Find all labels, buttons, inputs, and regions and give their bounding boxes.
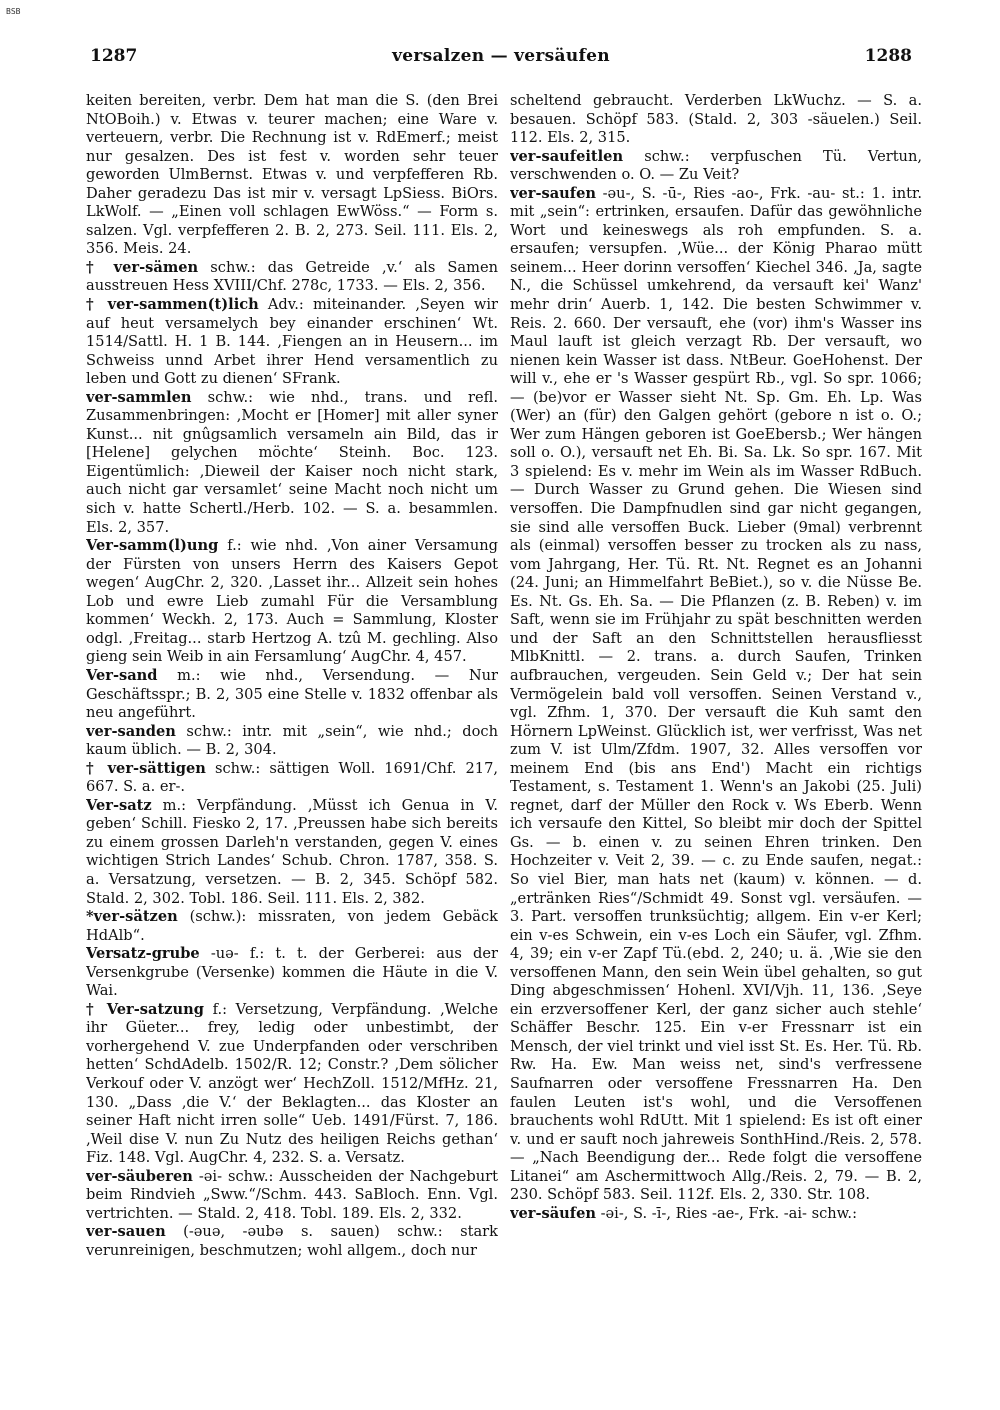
entry-headword: ver-saufen	[510, 184, 596, 202]
entry-text: keiten bereiten, verbr. Dem hat man die S. (den Brei NtOBoih.) v. Etwas v. teurer machen; eine Ware v. verteuern, verbr. Die Rechnung ist v. RdEmerf.; meist nur gesalzen. Des ist fest v. worden sehr teuer geworden UlmBernst. Etwas v. und verpfefferen Rb. Daher geradezu Das ist mir v. versagt LpSiess. BiOrs. LkWolf. — „Einen voll schlagen EwWöss.“ — Form s. salzen. Vgl. verpfefferen 2. B. 2, 273. Seil. 111. Els. 2, 356. Meis. 24.	[86, 92, 498, 258]
entry-headword: † ver-sämen	[86, 258, 199, 276]
dictionary-entry	[510, 92, 922, 148]
entry-headword: ver-sammlen	[86, 388, 192, 406]
dictionary-entry	[86, 296, 498, 389]
entry-headword: ver-saufeitlen	[510, 147, 624, 165]
entry-headword: *ver-sätzen	[86, 908, 178, 926]
dictionary-entry	[510, 148, 922, 185]
entry-headword: ver-sanden	[86, 722, 176, 740]
dictionary-entry	[86, 537, 498, 667]
entry-headword: Ver-samm(l)ung	[86, 537, 219, 555]
entry-text: scheltend gebraucht. Verderben LkWuchz. — S. a. besauen. Schöpf 583. (Stald. 2, 303 -säuelen.) Seil. 112. Els. 2, 315.	[510, 92, 922, 147]
entry-text: schw.: wie nhd., trans. und refl. Zusammenbringen: ‚Mocht er [Homer] mit aller syner Kunst... nit gnûgsamlich versameln ain Bild, das ir [Helene] gelychen möchte‘ Steinh. Boc. 123. Eigentümlich: ‚Dieweil der Kaiser noch nicht stark, auch nicht gar versamlet‘ seine Macht noch nicht um sich v. hatte Schertl./Herb. 102. — S. a. besammlen. Els. 2, 357.	[86, 388, 498, 536]
dictionary-entry	[86, 259, 498, 296]
entry-text: -əu-, S. -ū-, Ries -ao-, Frk. -au- st.: 1. intr. mit „sein“: ertrinken, ersaufen. Dafür das gewöhnliche Wort und keineswegs als roh empfunden. S. a. ersaufen; versupfen. ‚Wüe... der König Pharao mütt seinem... Heer dorinn versoffen‘ Kiechel 346. ‚Ja, sagte N., die Schüssel umkehrend, da versauft kei' Wanz' mehr drin‘ Auerb. 1, 142. Die besten Schwimmer v. Reis. 2. 660. Der versauft, ehe (vor) ihm's Wasser ins Maul lauft ist gleich verzagt Rb. Der versauft, wo nienen kein Wasser ist dass. NtBeur. GoeHohenst. Der will v., ehe er 's Wasser gespürt Rb., vgl. So spr. 1066; — (be)vor er Wasser sieht Nt. Sp. Gm. Eh. Lp. Was (Wer) an (für) den Galgen gehört (gebore n ist o. O.; Wer zum Hängen geboren ist GoeEbersb.; Wer hängen soll o. O.), versauft net Eh. Bi. Sa. Lk. So spr. 167. Mit 3 spielend: Es v. mehr im Wein als im Wasser RdBuch. — Durch Wasser zu Grund gehen. Die Wiesen sind versoffen. Die Dampfnudlen sind gar nicht gegangen, sie sind alle versoffen Buck. Lieber (9mal) verbrennt als (einmal) versoffen besser zu trocken als zu nass, vom Jahrgang, Her. Tü. Rt. Nt. Regnet es an Johanni (24. Juni; an Himmelfahrt BeBiet.), so v. die Nüsse Be. Es. Nt. Gs. Eh. Sa. — Die Pflanzen (z. B. Reben) v. im Saft, wenn sie im Frühjahr zu spät beschnitten werden und der Saft an den Schnittstellen herausfliesst MlbKnittl. — 2. trans. a. durch Saufen, Trinken aufbrauchen, vergeuden. Sein Geld v.; Der hat sein Vermögelein bald voll versoffen. Seinen Verstand v., vgl. Zfhm. 1, 370. Der versauft die Kuh samt den Hörnern LpWeinst. Glücklich ist, wer verfrisst, Was net zum V. ist Ulm/Zfdm. 1907, 32. Alles versoffen vor meinem End (bis ans End') Macht ein richtigs Testament, s. Testament 1. Wenn's an Jakobi (25. Juli) regnet, darf der Müller den Rock v. Ws Eberb. Wenn ich versaufe den Kittel, So bleibt mir doch der Spittel Gs. — b. einen v. zu seinen Ehren trinken. Den Hochzeiter v. Veit 2, 39. — c. zu Ende saufen, negat.: So viel Bier, man hats net (kaum) v. können. — d. „ertränken Ries“/Schmidt 49. Sonst vgl. versäufen. — 3. Part. versoffen trunksüchtig; allgem. Ein v-er Kerl; ein v-es Schwein, ein v-es Loch ein Säufer, vgl. Zfhm. 4, 39; ein v-er Zapf Tü.(ebd. 2, 240; u. ä. ‚Wie sie den versoffenen Mann, den sein Wein übel gehalten, so gut Ding abgeschmissen‘ Hohenl. XVI/Vjh. 11, 136. ‚Seye ein erzversoffener Kerl, der ganz sicher auch stehle‘ Schäffer Beschr. 125. Ein v-er Fressnarr ist ein Mensch, der viel trinkt und viel isst St. Es. Her. Tü. Rb. Rw. Ha. Ew. Man weiss net, sind's verfressene Saufnarren oder versoffene Fressnarren Ha. Den faulen Leuten ist's wohl, und die Versoffenen brauchents wohl RdUtt. Mit 1 spielend: Es ist oft einer v. und er sauft noch jahreweis SonthHind./Reis. 2, 578. — „Nach Beendigung der... Rede folgt die versoffene Litanei“ am Aschermittwoch Allg./Reis. 2, 79. — B. 2, 230. Schöpf 583. Seil. 112f. Els. 2, 330. Str. 108.	[510, 184, 922, 1204]
entry-headword: ver-sauen	[86, 1223, 166, 1241]
entry-text: schw.: verpfuschen Tü. Vertun, verschwenden o. O. — Zu Veit?	[510, 147, 922, 184]
library-stamp: BSB	[6, 7, 21, 16]
entry-text: f.: wie nhd. ‚Von ainer Versamung der Fürsten von unsers Herrn des Kaisers Gepot wegen‘ AugChr. 2, 320. ‚Lasset ihr... Allzeit sein hohes Lob und ewre Lieb zumahl Für die Versamblung kommen‘ Weckh. 2, 173. Auch = Sammlung, Kloster odgl. ‚Freitag... starb Hertzog A. tzû M. gechling. Also gieng sein Weib in ain Fersamlung‘ AugChr. 4, 457.	[86, 537, 498, 666]
entry-text: Adv.: miteinander. ‚Seyen wir auf heut versamelych bey einander erschinen‘ Wt. 1514/Sattl. H. 1 B. 144. ‚Fiengen an in Heusern... im Schweiss unnd Arbet ihrer Hend versamentlich zu leben und Gott zu dienen‘ SFrank.	[86, 296, 498, 388]
dictionary-entry	[510, 1205, 922, 1224]
dictionary-entry	[86, 945, 498, 1001]
dictionary-entry	[86, 797, 498, 908]
dictionary-entry	[86, 760, 498, 797]
dictionary-entry	[86, 1168, 498, 1224]
entry-text: (schw.): missraten, von jedem Gebäck HdAlb“.	[86, 908, 498, 944]
column-right	[510, 92, 922, 1302]
dictionary-entry	[86, 389, 498, 537]
dictionary-entry	[86, 1223, 498, 1260]
running-head: versalzen — versäufen	[392, 46, 610, 66]
entry-headword: Ver-satz	[86, 796, 152, 814]
entry-text: m.: Verpfändung. ‚Müsst ich Genua in V. geben‘ Schill. Fiesko 2, 17. ‚Preussen habe sich bereits zu einem grossen Darleh'n verstanden, gegen V. eines wichtigen Strich Landes‘ Schub. Chron. 1787, 358. S. a. Versatzung, versetzen. — B. 2, 345. Schöpf 582. Stald. 2, 302. Tobl. 186. Seil. 111. Els. 2, 382.	[86, 796, 498, 907]
entry-text: -uə- f.: t. t. der Gerberei: aus der Versenkgrube (Versenke) kommen die Häute in die V. Wai.	[86, 945, 498, 1000]
dictionary-entry	[86, 908, 498, 945]
entry-headword: † Ver-satzung	[86, 1000, 204, 1018]
dictionary-entry	[510, 185, 922, 1205]
dictionary-entry	[86, 1001, 498, 1168]
entry-text: f.: Versetzung, Verpfändung. ‚Welche ihr Güeter... frey, ledig oder unbestimbt, der vorhergehend V. zue Underpfanden oder verschriben hetten‘ SchdAdelb. 1502/R. 12; Constr.? ‚Dem sölicher Verkouf oder V. anzögt wer‘ HechZoll. 1512/MfHz. 21, 130. „Dass ‚die V.‘ der Beklagten... das Kloster an seiner Haft nicht irren solle“ Ueb. 1491/Fürst. 7, 186. ‚Weil dise V. nun Zu Nutz des heiligen Reichs gethan‘ Fiz. 148. Vgl. AugChr. 4, 232. S. a. Versatz.	[86, 1000, 498, 1167]
page-number-right: 1288	[864, 46, 912, 66]
entry-headword: ver-säuberen	[86, 1167, 193, 1185]
entry-headword: Versatz-grube	[86, 945, 200, 963]
entry-text: schw.: das Getreide ‚v.‘ als Samen ausstreuen Hess XVIII/Chf. 278c, 1733. — Els. 2, 356.	[86, 258, 498, 295]
entry-headword: Ver-sand	[86, 666, 158, 684]
entry-headword: ver-säufen	[510, 1204, 596, 1222]
entry-headword: † ver-sättigen	[86, 759, 206, 777]
dictionary-entry	[86, 723, 498, 760]
entry-headword: † ver-sammen(t)lich	[86, 296, 259, 314]
dictionary-entry	[86, 92, 498, 259]
page-header	[90, 46, 912, 72]
column-left	[86, 92, 498, 1302]
entry-text: -əi-, S. -ī-, Ries -ae-, Frk. -ai- schw.:	[600, 1204, 857, 1222]
dictionary-entry	[86, 667, 498, 723]
entry-text: schw.: sättigen Woll. 1691/Chf. 217, 667. S. a. er-.	[86, 759, 498, 796]
page-number-left: 1287	[90, 46, 138, 66]
entry-text: (-əuə, -əubə s. sauen) schw.: stark verunreinigen, beschmutzen; wohl allgem., doch nur	[86, 1223, 498, 1259]
entry-text: schw.: intr. mit „sein“, wie nhd.; doch kaum üblich. — B. 2, 304.	[86, 722, 498, 759]
entry-text: m.: wie nhd., Versendung. — Nur Geschäftsspr.; B. 2, 305 eine Stelle v. 1832 offenbar als neu angeführt.	[86, 666, 498, 722]
entry-text: -əi- schw.: Ausscheiden der Nachgeburt beim Rindvieh „Sww.“/Schm. 443. SaBloch. Enn. Vgl. vertrichten. — Stald. 2, 418. Tobl. 189. Els. 2, 332.	[86, 1167, 498, 1222]
